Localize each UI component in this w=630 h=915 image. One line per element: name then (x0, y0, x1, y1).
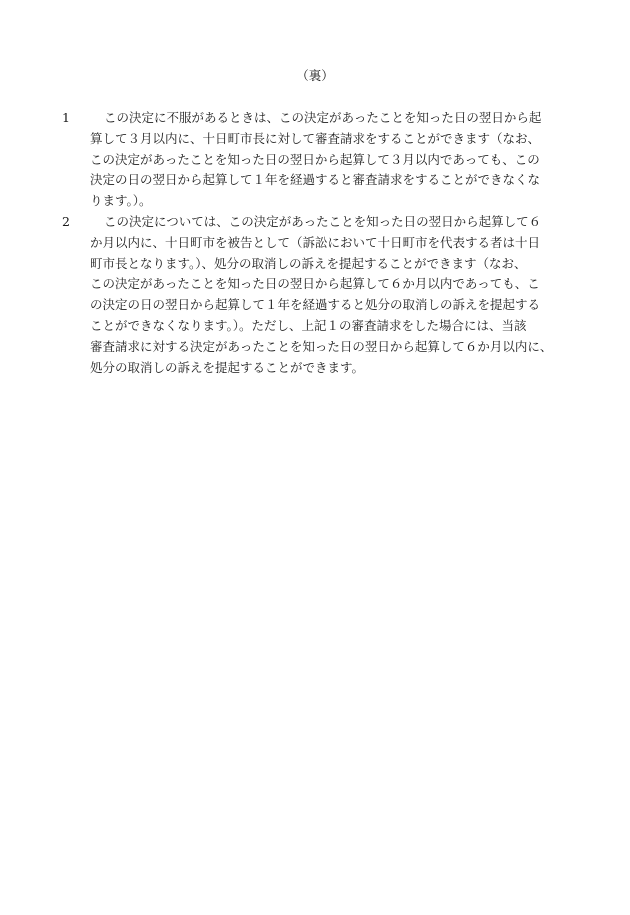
text-line: この決定に不服があるときは、この決定があったことを知った日の翌日から起 (104, 110, 542, 125)
text-line: 算して３月以内に、十日町市長に対して審査請求をすることができます（なお、 (90, 130, 541, 146)
item-number: 1 (62, 110, 70, 125)
text-line: 決定の日の翌日から起算して１年を経過すると審査請求をすることができなくな (90, 172, 541, 188)
text-line: か月以内に、十日町市を被告として（訴訟において十日町市を代表する者は十日 (90, 234, 541, 250)
text-line: の決定の日の翌日から起算して１年を経過すると処分の取消しの訴えを提起する (90, 297, 541, 313)
page-heading: （裏） (296, 68, 334, 83)
text-line: この決定については、この決定があったことを知った日の翌日から起算して６ (104, 213, 542, 229)
text-line: この決定があったことを知った日の翌日から起算して６か月以内であっても、こ (90, 276, 540, 292)
notice-items (62, 108, 592, 378)
item-text (90, 108, 592, 212)
text-line: この決定があったことを知った日の翌日から起算して３月以内であっても、この (90, 151, 540, 167)
text-line: ことができなくなります。）。ただし、上記１の審査請求をした場合には、当該 (90, 317, 527, 333)
item-number: 2 (62, 213, 70, 229)
notice-item-1 (62, 108, 592, 212)
text-line: 町市長となります。）、処分の取消しの訴えを提起することができます（なお、 (90, 255, 527, 271)
notice-item-2 (62, 212, 592, 378)
text-line: 審査請求に対する決定があったことを知った日の翌日から起算して６か月以内に、 (90, 338, 553, 354)
item-text (90, 212, 592, 378)
text-line: ります。）。 (90, 193, 152, 209)
text-line: 処分の取消しの訴えを提起することができます。 (90, 359, 365, 375)
